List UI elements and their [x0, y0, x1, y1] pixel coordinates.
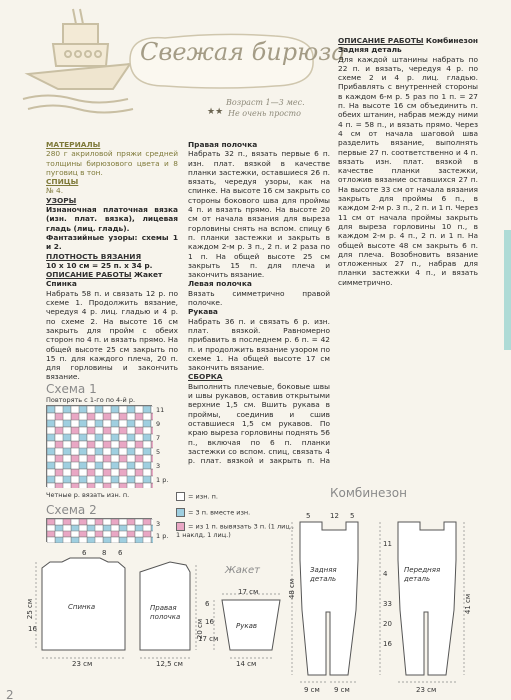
- difficulty-subtitle: Не очень просто: [228, 109, 301, 118]
- age-subtitle: Возраст 1—3 мес.: [226, 98, 305, 107]
- rear-part-diagram-label: Задняя деталь: [310, 566, 337, 583]
- dim-overall-41: 41 см: [464, 593, 473, 615]
- dim-overall-33: 33: [383, 600, 392, 608]
- left-front-text: Вязать симметрично правой полочке.: [188, 288, 330, 308]
- jacket-diagram-label: Жакет: [225, 565, 260, 576]
- dim-overall-23: 23 см: [416, 686, 437, 694]
- scheme1-pattern: [47, 406, 153, 488]
- dim-overall-20: 20: [383, 620, 392, 628]
- needles-heading: СПИЦЫ: [46, 177, 79, 187]
- materials-heading: МАТЕРИАЛЫ: [46, 140, 101, 149]
- legend-item-increase: = из 1 п. вывязать 3 п. (1 лиц., 1 наклд, 1 лиц.): [176, 522, 294, 539]
- dim-back-height: 25 см: [26, 598, 35, 620]
- patterns-text: Изнаночная платочная вязка (изн. плат. вязка), лицевая гладь (лиц. гладь).: [46, 205, 178, 233]
- right-front-diagram-label: Правая полочка: [150, 604, 181, 621]
- needles-text: № 4.: [46, 186, 64, 196]
- dim-overall-top1: 5: [306, 512, 311, 520]
- ship-illustration: [18, 4, 138, 129]
- dim-overall-9a: 9 см: [304, 686, 320, 694]
- left-front-heading: Левая полочка: [188, 279, 252, 289]
- dim-front-width: 12,5 см: [156, 660, 183, 668]
- dim-back-shoulder: 8: [102, 549, 107, 557]
- scheme1-row-5: 5: [156, 448, 161, 456]
- scheme1-row-1: 1 р.: [156, 476, 169, 484]
- dim-overall-top3: 5: [350, 512, 355, 520]
- overall-diagram-label: Комбинезон: [330, 486, 407, 500]
- scheme2-label: Схема 2: [46, 503, 97, 517]
- dim-sleeve-top: 17 см: [238, 588, 259, 596]
- scheme1-row-7: 7: [156, 434, 161, 442]
- scheme1-footer: Четные р. вязать изн. п.: [46, 491, 130, 499]
- page-number: 2: [6, 688, 14, 700]
- dim-overall-top2: 12: [330, 512, 339, 520]
- back-diagram-label: Спинка: [68, 603, 96, 611]
- scheme1-repeat-note: Повторять с 1-го по 4-й р.: [46, 396, 136, 404]
- jacket-heading: ОПИСАНИЕ РАБОТЫ Жакет: [46, 270, 163, 280]
- dim-overall-4: 4: [383, 570, 388, 578]
- density-text: 10 х 10 см = 25 п. х 34 р.: [46, 260, 153, 270]
- overall-rear-shape: [300, 522, 358, 675]
- dim-front-height: 20 см: [196, 618, 205, 640]
- right-front-text: Набрать 32 п., вязать первые 6 п. изн. плат. вязкой в качестве планки застежки, оставшиеся 26 п. вязать, чередуя узоры, как на спинке. На высоте 16 см закрыть со стороны бокового шва для проймы 4 п. и вязать прямо. На высоте 20 см от начала вязания для выреза горловины снять на вспом. спицу 6 п. планки застежки и закрыть в каждом 2-м р. 3 п., 2 п. и 2 раза по 1 п. На общей высоте 25 см закрыть 15 п. для плеча и закончить вязание.: [188, 149, 330, 280]
- dim-overall-height: 48 см: [288, 578, 297, 600]
- scheme2-row-3: 3: [156, 520, 161, 528]
- scheme1-row-11: 11: [156, 406, 165, 414]
- middle-column: [188, 140, 330, 466]
- patterns-fancy: Фантазийные узоры: схемы 1 и 2.: [46, 232, 178, 252]
- page-title: Свежая бирюза: [140, 38, 346, 66]
- scheme1-row-9: 9: [156, 420, 161, 428]
- sleeve-text: Набрать 36 п. и связать 6 р. изн. плат. вязкой. Равномерно прибавить в последнем р. 6 п. = 42 п. и продолжить вязание узором по схеме 1. На общей высоте 17 см закончить вязание.: [188, 316, 330, 373]
- back-text: Набрать 58 п. и связать 12 р. по схеме 1. Продолжить вязание, чередуя 4 р. лиц. гладью и 4 р. по схеме 2. На высоте 16 см закрыть для пройм с обеих сторон по 4 п. и вязать прямо. На общей высоте 25 см закрыть по 15 п. для каждого плеча, 20 п. для горловины и закончить вязание.: [46, 288, 178, 382]
- dim-front-16: 16: [205, 618, 214, 626]
- scheme2-row-1: 1 р.: [156, 532, 169, 540]
- sleeve-heading: Рукава: [188, 307, 218, 317]
- dim-back-width: 23 см: [72, 660, 93, 668]
- legend-item-3tog: = 3 п. вместе изн.: [176, 508, 296, 517]
- dim-overall-11: 11: [383, 540, 392, 548]
- dim-back-armhole: 16: [28, 625, 37, 633]
- rear-part-heading: Задняя деталь: [338, 45, 402, 55]
- dim-overall-16: 16: [383, 640, 392, 648]
- dim-sleeve-bottom: 14 см: [236, 660, 257, 668]
- accent-stripe: [504, 230, 511, 350]
- overall-front-shape: [398, 522, 456, 675]
- overall-heading: ОПИСАНИЕ РАБОТЫ Комбинезон: [338, 36, 479, 45]
- right-front-heading: Правая полочка: [188, 140, 258, 149]
- scheme1-row-3: 3: [156, 462, 161, 470]
- back-heading: Спинка: [46, 279, 77, 289]
- right-column: [338, 36, 478, 405]
- dim-sleeve-height: 17 см: [198, 635, 219, 643]
- dim-back-shoulder2: 6: [118, 549, 123, 557]
- scheme1-grid: [46, 405, 152, 487]
- dim-front-6: 6: [205, 600, 210, 608]
- materials-text: 280 г акриловой пряжи средней толщины бирюзового цвета и 8 пуговиц в тон.: [46, 149, 178, 177]
- difficulty-stars: ★★: [207, 107, 224, 117]
- front-part-diagram-label: Передняя деталь: [404, 566, 441, 583]
- legend-item-purl: = изн. п.: [176, 492, 296, 501]
- dim-back-top: 6: [82, 549, 87, 557]
- scheme1-label: Схема 1: [46, 382, 97, 396]
- patterns-heading: УЗОРЫ: [46, 195, 77, 205]
- assembly-text: Выполнить плечевые, боковые швы и швы рукавов, оставив открытыми верхние 1,5 см. Вшить рукава в проймы, соединив и сшив оставшиеся 1,5 см рукавов. По краю выреза горловины поднять 56 п., включая по 6 п. планки застежки со вспом. спиц, связать 4 р. плат. вязкой и закрыть п. На: [188, 381, 330, 466]
- rear-part-text: Для каждой штанины набрать по 22 п. и вязать, чередуя 4 р. по схеме 2 и 4 р. лиц. гладью. Прибавлять с внутренней стороны в каждом 6-м р. 5 раз по 1 п. = 27 п. На высоте 16 см объединить п. обеих штанин, набрав между ними 4 п. = 58 п., и вязать прямо. Через 4 см от начала шаговой шва разделить вязание, выполнять первые 27 п. соответственно и 4 п. вязать изн. плат. вязкой в качестве планки застежки, отложив вязание оставшихся 27 п. На высоте 33 см от начала вязания закрыть для проймы 6 п., в каждом 2-м р. 3 п., 2 п. и 1 п. Через 11 см от начала проймы закрыть для выреза горловины 10 п., в каждом 2-м р. 4 п., 2 п. и 1 п. На общей высоте 48 см закрыть 6 п. для плеча. Возобновить вязание отложенных 27 п., набрав для планки застежки 4 п., и вязать симметрично.: [338, 54, 478, 287]
- sleeve-diagram-label: Рукав: [236, 622, 258, 630]
- left-column: [46, 140, 178, 382]
- dim-overall-9b: 9 см: [334, 686, 350, 694]
- assembly-heading: СБОРКА: [188, 372, 223, 382]
- density-heading: ПЛОТНОСТЬ ВЯЗАНИЯ: [46, 251, 142, 261]
